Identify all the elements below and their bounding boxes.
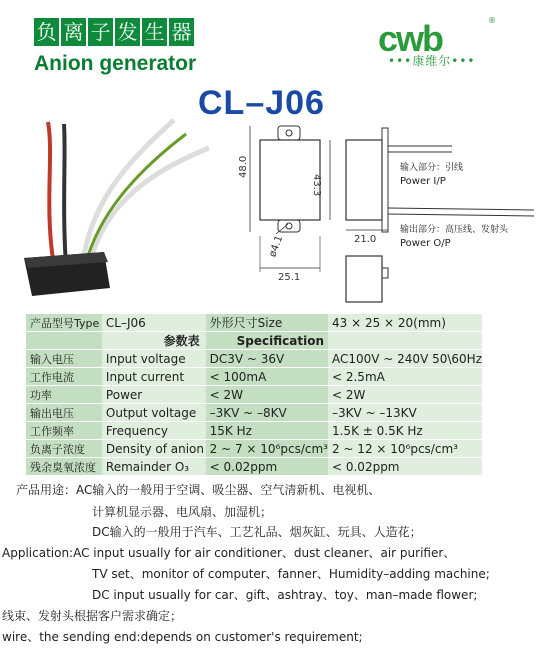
cell: Power	[102, 386, 206, 404]
dim-251: 25.1	[278, 272, 301, 283]
cell: 工作频率	[26, 422, 102, 440]
cell: Remainder O₃	[102, 458, 206, 476]
input-label-en: Power I/P	[400, 176, 446, 187]
table-row	[26, 422, 482, 440]
cell: Frequency	[102, 422, 206, 440]
cell: CL–J06	[102, 314, 206, 332]
cell: Density of anion	[102, 440, 206, 458]
cell: 工作电流	[26, 368, 102, 386]
cell: 1.5K ± 0.5K Hz	[328, 422, 482, 440]
cell	[328, 332, 482, 350]
cell: 2 ~ 7 × 10⁶pcs/cm³	[206, 440, 328, 458]
dim-48: 48.0	[238, 155, 249, 178]
application-en-line1: Application:AC input usually for air conditioner、dust cleaner、air purifier、	[2, 546, 456, 560]
table-row	[26, 314, 482, 332]
table-row	[26, 350, 482, 368]
application-cn-line1: 产品用途：AC输入的一般用于空调、吸尘器、空气清新机、电视机、	[16, 483, 381, 497]
cell: 参数表	[102, 332, 206, 350]
cell: 功率	[26, 386, 102, 404]
cell: 15K Hz	[206, 422, 328, 440]
dim-43: 43.3	[311, 174, 322, 197]
cell: 负离子浓度	[26, 440, 102, 458]
table-row	[26, 440, 482, 458]
table-row	[26, 386, 482, 404]
cell: 43 × 25 × 20(mm)	[328, 314, 482, 332]
english-title: Anion generator	[34, 52, 197, 75]
cell: < 0.02ppm	[328, 458, 482, 476]
cell: < 2W	[206, 386, 328, 404]
title-char: 负	[34, 18, 59, 46]
cell: Specification	[206, 332, 328, 350]
table-row	[26, 368, 482, 386]
table-row	[26, 404, 482, 422]
cell: DC3V ~ 36V	[206, 350, 328, 368]
model-number: CL–J06	[198, 84, 325, 122]
title-char: 离	[61, 18, 86, 46]
cell: Output voltage	[102, 404, 206, 422]
application-en-line2: TV set、monitor of computer、fanner、Humidity–adding machine;	[92, 567, 490, 581]
output-label-en: Power O/P	[400, 238, 451, 249]
cell: Input current	[102, 368, 206, 386]
cell: 外形尺寸Size	[206, 314, 328, 332]
table-header-row	[26, 332, 482, 350]
cell: 残余臭氧浓度	[26, 458, 102, 476]
title-char: 器	[169, 18, 194, 46]
output-label-cn: 输出部分：高压线、发射头	[400, 225, 509, 235]
application-cn-line3: DC输入的一般用于汽车、工艺礼品、烟灰缸、玩具、人造花；	[92, 525, 422, 539]
cell: < 2.5mA	[328, 368, 482, 386]
application-en-line3: DC input usually for car、gift、ashtray、toy、man–made flower;	[92, 588, 478, 602]
cell: 产品型号Type	[26, 314, 102, 332]
brand-name: •••康维尔•••	[388, 54, 476, 68]
cell: < 100mA	[206, 368, 328, 386]
input-label-cn: 输入部分：引线	[400, 163, 464, 173]
technical-drawing	[216, 118, 546, 314]
cell: < 0.02ppm	[206, 458, 328, 476]
title-char: 生	[142, 18, 167, 46]
application-cn-line2: 计算机显示器、电风扇、加湿机；	[92, 505, 273, 519]
chinese-title	[34, 18, 196, 46]
wire-note-en: wire、the sending end:depends on customer's requirement;	[2, 630, 363, 644]
title-char: 子	[88, 18, 113, 46]
cell: < 2W	[328, 386, 482, 404]
cell: 2 ~ 12 × 10⁶pcs/cm³	[328, 440, 482, 458]
cell	[26, 332, 102, 350]
registered-mark: ®	[488, 16, 496, 25]
cell: 输入电压	[26, 350, 102, 368]
dim-21: 21.0	[354, 234, 377, 245]
table-row	[26, 458, 482, 476]
product-photo	[14, 116, 224, 308]
cell: –3KV ~ –13KV	[328, 404, 482, 422]
wire-note-cn: 线束、发射头根据客户需求确定；	[2, 609, 183, 623]
cell: Input voltage	[102, 350, 206, 368]
title-char: 发	[115, 18, 140, 46]
cell: –3KV ~ –8KV	[206, 404, 328, 422]
cell: 输出电压	[26, 404, 102, 422]
spec-table	[26, 314, 482, 476]
cell: AC100V ~ 240V 50\60Hz	[328, 350, 482, 368]
brand-logo: cwb	[378, 18, 443, 59]
dim-41: ø4.1	[267, 234, 286, 259]
